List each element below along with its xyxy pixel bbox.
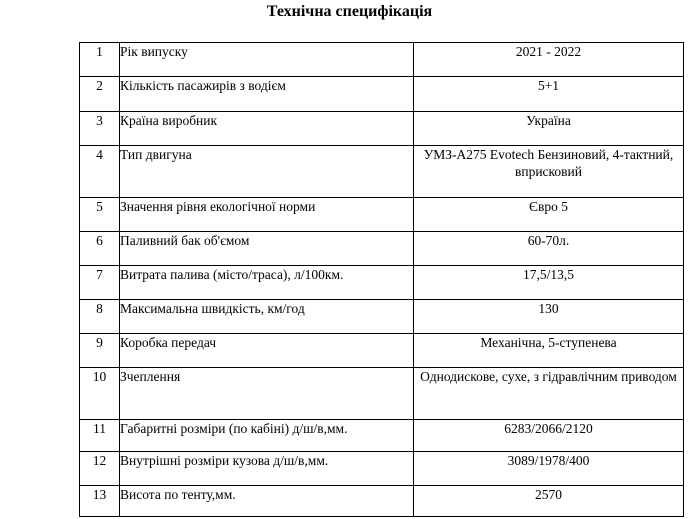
- table-row: [80, 43, 684, 77]
- parameter-name: Габаритні розміри (по кабіні) д/ш/в,мм.: [120, 420, 414, 452]
- row-number: 6: [80, 232, 120, 266]
- row-number: 9: [80, 334, 120, 368]
- document-title: Технічна специфікація: [266, 3, 433, 20]
- row-number: 13: [80, 486, 120, 517]
- parameter-name: Зчеплення: [120, 368, 414, 420]
- table-row: [80, 334, 684, 368]
- row-number: 5: [80, 198, 120, 232]
- table-row: [80, 198, 684, 232]
- table-row: [80, 232, 684, 266]
- parameter-name: Країна виробник: [120, 112, 414, 146]
- parameter-value: Євро 5: [414, 198, 684, 232]
- table-row: [80, 420, 684, 452]
- parameter-value: 60-70л.: [414, 232, 684, 266]
- table-row: [80, 266, 684, 300]
- table-row: [80, 486, 684, 517]
- row-number: 3: [80, 112, 120, 146]
- table-row: [80, 452, 684, 486]
- table-row: [80, 77, 684, 112]
- row-number: 7: [80, 266, 120, 300]
- row-number: 8: [80, 300, 120, 334]
- table-row: [80, 300, 684, 334]
- parameter-name: Значення рівня екологічної норми: [120, 198, 414, 232]
- row-number: 11: [80, 420, 120, 452]
- parameter-name: Кількість пасажирів з водієм: [120, 77, 414, 112]
- parameter-name: Максимальна швидкість, км/год: [120, 300, 414, 334]
- parameter-name: Внутрішні розміри кузова д/ш/в,мм.: [120, 452, 414, 486]
- row-number: 2: [80, 77, 120, 112]
- row-number: 10: [80, 368, 120, 420]
- row-number: 12: [80, 452, 120, 486]
- parameter-value: 2570: [414, 486, 684, 517]
- parameter-value: 2021 - 2022: [414, 43, 684, 77]
- parameter-name: Витрата палива (місто/траса), л/100км.: [120, 266, 414, 300]
- parameter-value: 3089/1978/400: [414, 452, 684, 486]
- parameter-value: 5+1: [414, 77, 684, 112]
- table-row: [80, 112, 684, 146]
- row-number: 4: [80, 146, 120, 198]
- table-row: [80, 368, 684, 420]
- parameter-name: Висота по тенту,мм.: [120, 486, 414, 517]
- parameter-value: Однодискове, сухе, з гідравлічним приводом: [414, 368, 684, 420]
- parameter-value: УМЗ-А275 Evotech Бензиновий, 4-тактний, вприсковий: [414, 146, 684, 198]
- row-number: 1: [80, 43, 120, 77]
- parameter-value: 6283/2066/2120: [414, 420, 684, 452]
- parameter-value: Механічна, 5-ступенева: [414, 334, 684, 368]
- parameter-name: Коробка передач: [120, 334, 414, 368]
- parameter-name: Паливний бак об'ємом: [120, 232, 414, 266]
- specification-table: [79, 42, 684, 517]
- parameter-value: 130: [414, 300, 684, 334]
- parameter-value: Україна: [414, 112, 684, 146]
- parameter-name: Рік випуску: [120, 43, 414, 77]
- table-row: [80, 146, 684, 198]
- parameter-name: Тип двигуна: [120, 146, 414, 198]
- parameter-value: 17,5/13,5: [414, 266, 684, 300]
